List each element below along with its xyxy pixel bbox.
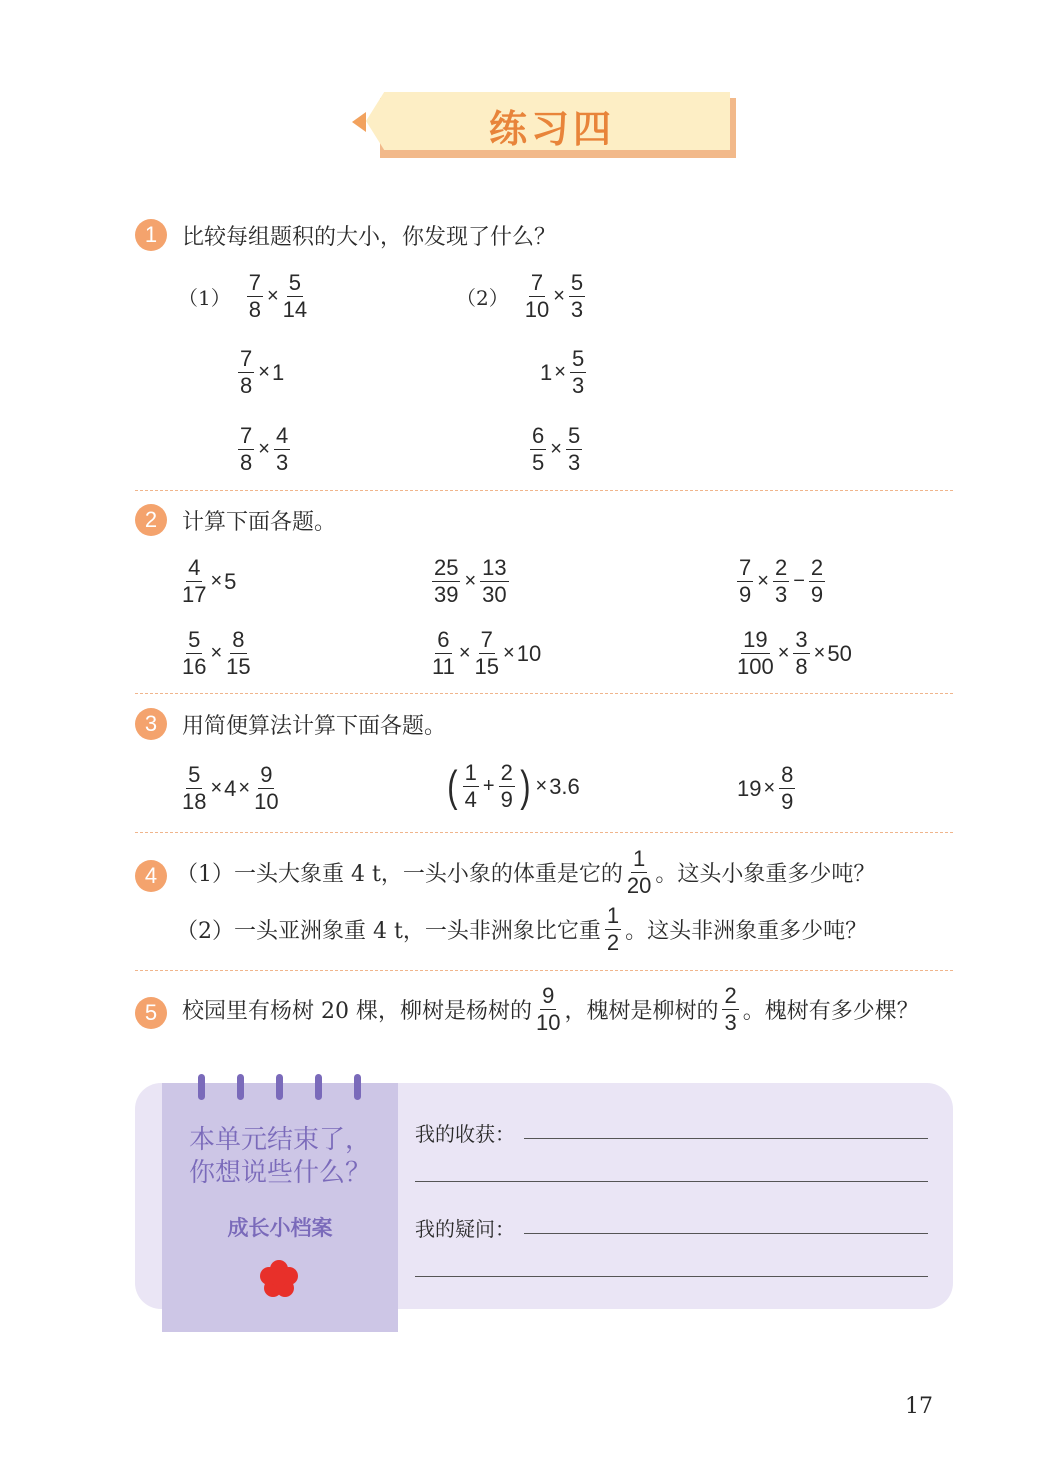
fraction: $\frac{7}{15}$ — [474, 627, 500, 679]
question-number-1: 1 — [135, 219, 167, 251]
question-4-part-2: （2）一头亚洲象重 4 t，一头非洲象比它重 $\frac{1}{2}$ 。这头非洲象重多少吨？ — [176, 903, 868, 955]
gain-writing-line[interactable] — [415, 1181, 928, 1182]
question-writing-line[interactable] — [524, 1233, 928, 1234]
fraction: $\frac{8}{15}$ — [226, 627, 251, 679]
fraction: $\frac{5}{3}$ — [570, 270, 584, 322]
q1-part1-label: （1） — [178, 286, 231, 310]
q3-expr-2: ( $\frac{1}{4}$ + $\frac{2}{9}$ ) × 3.6 — [447, 760, 580, 812]
question-number-4: 4 — [135, 860, 167, 892]
question-1-text: 比较每组题积的大小，你发现了什么？ — [182, 225, 557, 250]
fraction: $\frac{2}{9}$ — [500, 760, 513, 812]
fraction: $\frac{1}{20}$ — [626, 846, 652, 898]
fraction: $\frac{5}{3}$ — [571, 346, 585, 398]
question-4-part-1: （1）一头大象重 4 t，一头小象的体重是它的 $\frac{1}{20}$ 。这头小象重多少吨？ — [176, 846, 876, 898]
q3-expr-3: 19 × $\frac{8}{9}$ — [737, 762, 794, 814]
gain-label: 我的收获： — [415, 1122, 515, 1146]
fraction: $\frac{3}{8}$ — [795, 627, 808, 679]
q1-part2-label: （2） — [456, 286, 509, 310]
question-label: 我的疑问： — [415, 1217, 515, 1241]
fraction: $\frac{8}{9}$ — [781, 762, 794, 814]
fraction: $\frac{5}{14}$ — [282, 270, 308, 322]
section-divider — [135, 490, 953, 491]
q1-expr-1b: $\frac{7}{8}$ × 1 — [240, 346, 285, 398]
fraction: $\frac{1}{2}$ — [606, 903, 620, 955]
section-divider — [135, 970, 953, 971]
fraction: $\frac{6}{11}$ — [432, 627, 455, 679]
notebook-ring-icon — [276, 1074, 283, 1100]
gain-writing-line[interactable] — [524, 1138, 928, 1139]
question-2-text: 计算下面各题。 — [182, 510, 337, 535]
question-5-text: 校园里有杨树 20 棵，柳树是杨树的 $\frac{9}{10}$ ，槐树是柳树的 $\frac{2}{3}$ 。槐树有多少棵？ — [182, 983, 919, 1035]
fraction: $\frac{5}{16}$ — [182, 627, 207, 679]
fraction: $\frac{4}{3}$ — [275, 423, 289, 475]
q2-expr-2: $\frac{25}{39}$ × $\frac{13}{30}$ — [434, 555, 507, 607]
q2-expr-6: $\frac{19}{100}$ × $\frac{3}{8}$ × 50 — [737, 627, 852, 679]
fraction: $\frac{5}{3}$ — [567, 423, 581, 475]
q1-expr-2c: $\frac{6}{5}$ × $\frac{5}{3}$ — [532, 423, 581, 475]
q2-expr-5: $\frac{6}{11}$ × $\frac{7}{15}$ × 10 — [432, 627, 542, 679]
section-divider — [135, 693, 953, 694]
fraction: $\frac{2}{9}$ — [810, 555, 824, 607]
question-number-5: 5 — [135, 997, 167, 1029]
question-3-text: 用简便算法计算下面各题。 — [182, 714, 447, 739]
fraction: $\frac{5}{18}$ — [182, 762, 207, 814]
q2-expr-4: $\frac{5}{16}$ × $\frac{8}{15}$ — [182, 627, 251, 679]
summary-title-line-1: 本单元结束了， — [188, 1124, 371, 1154]
fraction: $\frac{19}{100}$ — [737, 627, 774, 679]
fraction: $\frac{4}{17}$ — [182, 555, 207, 607]
fraction: $\frac{6}{5}$ — [532, 423, 545, 475]
title-banner — [352, 92, 736, 158]
fraction: $\frac{25}{39}$ — [434, 555, 459, 607]
fraction: $\frac{1}{4}$ — [464, 760, 477, 812]
q1-expr-1a: （1） $\frac{7}{8}$ × $\frac{5}{14}$ — [178, 270, 308, 322]
q1-expr-2a: （2） $\frac{7}{10}$ × $\frac{5}{3}$ — [456, 270, 584, 322]
q2-expr-3: $\frac{7}{9}$ × $\frac{2}{3}$ − $\frac{2}{9}$ — [739, 555, 824, 607]
question-number-2: 2 — [135, 504, 167, 536]
fraction: $\frac{7}{8}$ — [240, 423, 253, 475]
notebook-ring-icon — [354, 1074, 361, 1100]
page-title: 练习四 — [488, 106, 615, 151]
fraction: $\frac{9}{10}$ — [535, 983, 561, 1035]
notebook-ring-icon — [198, 1074, 205, 1100]
page-number: 17 — [905, 1394, 933, 1419]
summary-subtitle: 成长小档案 — [227, 1217, 333, 1240]
q1-expr-1c: $\frac{7}{8}$ × $\frac{4}{3}$ — [240, 423, 289, 475]
flower-icon — [258, 1258, 300, 1300]
q1-expr-2b: 1 × $\frac{5}{3}$ — [540, 346, 585, 398]
fraction: $\frac{7}{8}$ — [240, 346, 253, 398]
fraction: $\frac{13}{30}$ — [482, 555, 507, 607]
fraction: $\frac{7}{9}$ — [739, 555, 752, 607]
fraction: $\frac{2}{3}$ — [774, 555, 788, 607]
question-writing-line[interactable] — [415, 1276, 928, 1277]
q3-expr-1: $\frac{5}{18}$ × 4 × $\frac{9}{10}$ — [182, 762, 279, 814]
notebook-ring-icon — [315, 1074, 322, 1100]
fraction: $\frac{2}{3}$ — [724, 983, 737, 1035]
q2-expr-1: $\frac{4}{17}$ × 5 — [182, 555, 237, 607]
summary-title-line-2: 你想说些什么？ — [188, 1157, 371, 1187]
fraction: $\frac{9}{10}$ — [254, 762, 279, 814]
title-banner-arrow — [352, 112, 366, 132]
fraction: $\frac{7}{8}$ — [248, 270, 261, 322]
notebook-ring-icon — [237, 1074, 244, 1100]
question-number-3: 3 — [135, 708, 167, 740]
fraction: $\frac{7}{10}$ — [524, 270, 550, 322]
section-divider — [135, 832, 953, 833]
